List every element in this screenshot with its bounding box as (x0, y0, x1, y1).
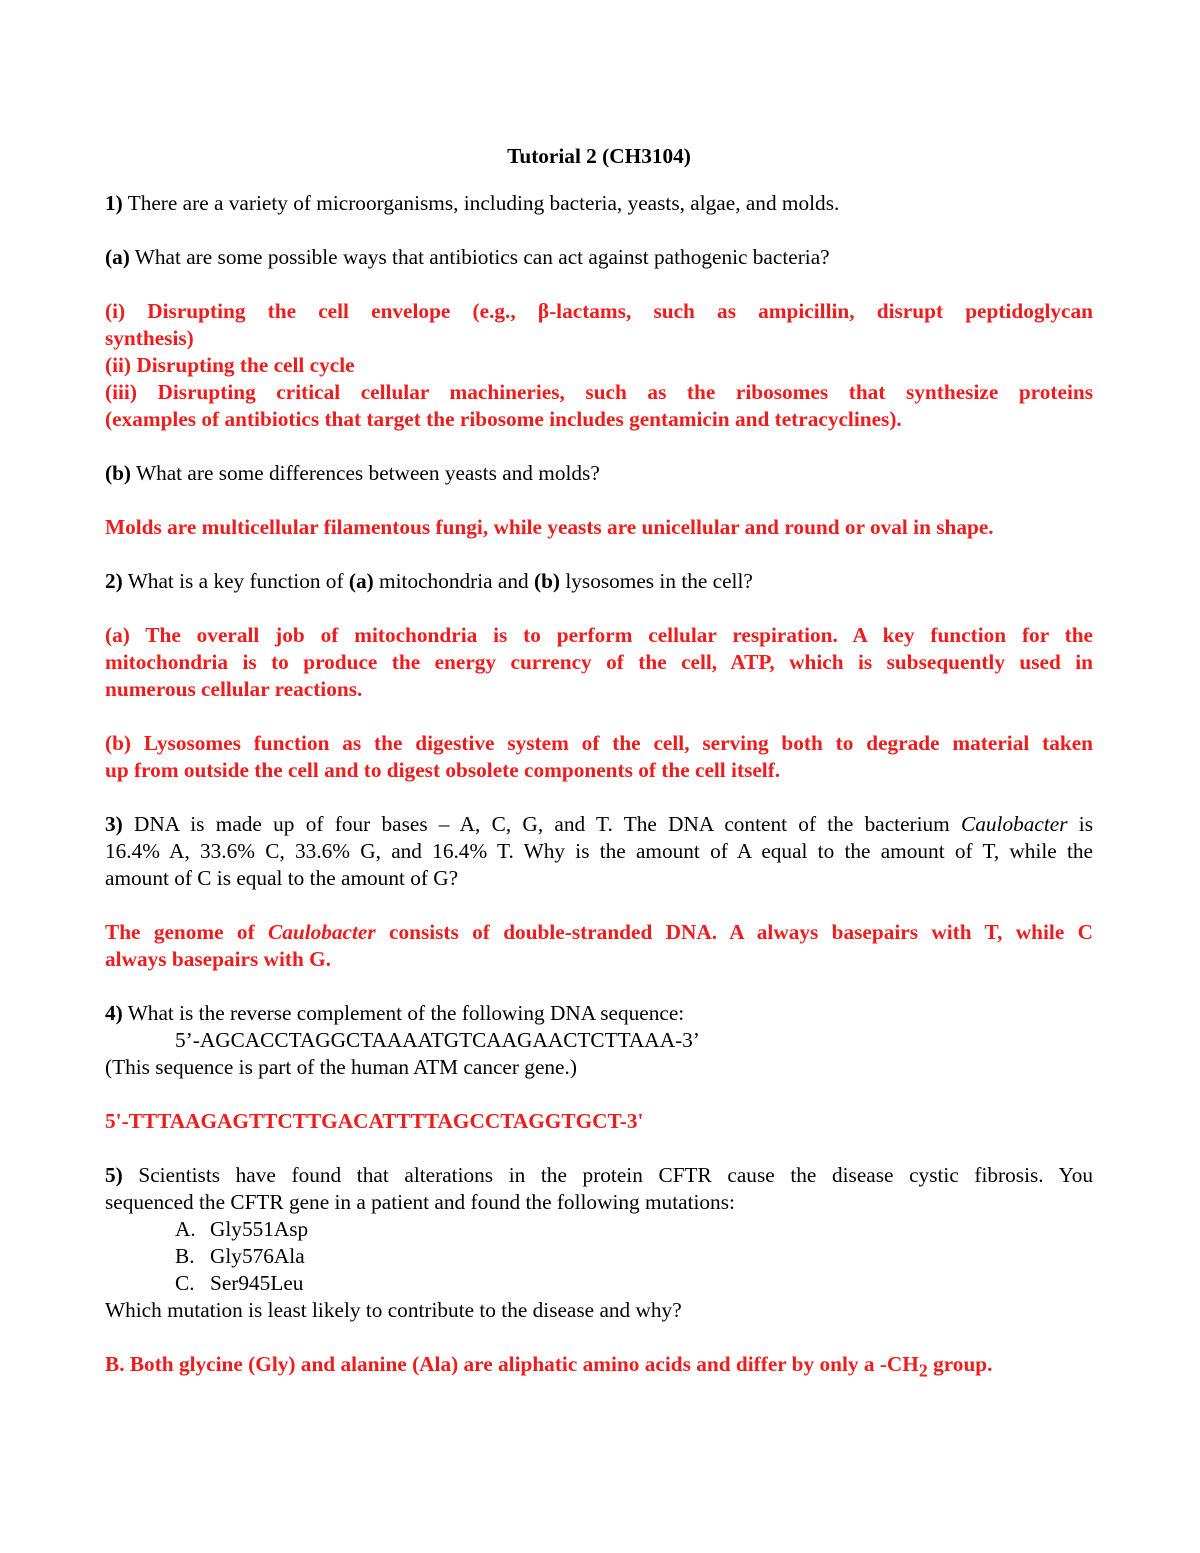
question-number: 5) (105, 1163, 123, 1187)
answer-4: 5'-TTTAAGAGTTCTTGACATTTTAGCCTAGGTGCT-3' (105, 1109, 644, 1133)
question-text: What are some differences between yeasts and molds? (131, 461, 600, 485)
question-text: mitochondria and (373, 569, 534, 593)
answer-text: group. (927, 1352, 993, 1376)
question-3-line1 (105, 811, 1093, 838)
question-text: lysosomes in the cell? (560, 569, 753, 593)
answer-text: consists of double-stranded DNA. A always basepairs with T, while C (375, 920, 1093, 944)
mutation-option: Gly551Asp (210, 1217, 309, 1241)
question-1b (105, 460, 1093, 487)
question-text: What is the reverse complement of the following DNA sequence: (122, 1001, 685, 1025)
question-text: DNA is made up of four bases – A, C, G, and T. The DNA content of the bacterium (122, 812, 962, 836)
answer-2a-line1: (a) The overall job of mitochondria is to perform cellular respiration. A key function for the (105, 623, 1093, 647)
document-page (105, 143, 1093, 1384)
answer-2b-line2: up from outside the cell and to digest obsolete components of the cell itself. (105, 758, 781, 782)
question-5-line1 (105, 1162, 1093, 1189)
question-4-note: (This sequence is part of the human ATM cancer gene.) (105, 1055, 577, 1079)
organism-name: Caulobacter (268, 920, 376, 944)
question-number: 4) (105, 1001, 123, 1025)
subscript: 2 (918, 1360, 928, 1381)
answer-1a-i-line1: (i) Disrupting the cell envelope (e.g., β-lactams, such as ampicillin, disrupt peptidoglycan (105, 299, 1093, 323)
question-3-line2: 16.4% A, 33.6% C, 33.6% G, and 16.4% T. Why is the amount of A equal to the amount of T, while the (105, 839, 1093, 863)
question-text: What is a key function of (122, 569, 349, 593)
mutation-option: Ser945Leu (210, 1271, 304, 1295)
answer-text: The genome of (105, 920, 268, 944)
question-3-line3: amount of C is equal to the amount of G? (105, 866, 459, 890)
part-label: (a) (105, 245, 130, 269)
mutation-option: Gly576Ala (210, 1244, 305, 1268)
answer-3-line1 (105, 919, 1093, 946)
answer-5 (105, 1351, 1093, 1384)
answer-text: B. Both glycine (Gly) and alanine (Ala) are aliphatic amino acids and differ by only a -CH (105, 1352, 919, 1376)
question-text: What are some possible ways that antibiotics can act against pathogenic bacteria? (129, 245, 830, 269)
answer-2a-line3: numerous cellular reactions. (105, 677, 363, 701)
question-text: Scientists have found that alterations in the protein CFTR cause the disease cystic fibrosis. You (122, 1163, 1093, 1187)
question-5-line2: sequenced the CFTR gene in a patient and found the following mutations: (105, 1190, 735, 1214)
question-text: There are a variety of microorganisms, including bacteria, yeasts, algae, and molds. (122, 191, 840, 215)
dna-sequence: 5’-AGCACCTAGGCTAAAATGTCAAGAACTCTTAAA-3’ (175, 1028, 700, 1052)
page-title: Tutorial 2 (CH3104) (507, 144, 691, 168)
answer-3-line2: always basepairs with G. (105, 947, 332, 971)
question-number: 2) (105, 569, 123, 593)
list-item (105, 1243, 1093, 1270)
organism-name: Caulobacter (961, 812, 1068, 836)
question-4 (105, 1000, 1093, 1027)
question-number: 1) (105, 191, 123, 215)
list-item (105, 1216, 1093, 1243)
list-marker: A. (175, 1217, 196, 1241)
question-number: 3) (105, 812, 123, 836)
part-label: (b) (105, 461, 132, 485)
answer-1a-iii-line2: (examples of antibiotics that target the ribosome includes gentamicin and tetracyclines). (105, 407, 902, 431)
answer-1a-i-line2: synthesis) (105, 326, 194, 350)
answer-2a-line2: mitochondria is to produce the energy currency of the cell, ATP, which is subsequently used in (105, 650, 1093, 674)
question-1 (105, 190, 1093, 217)
list-marker: B. (175, 1244, 195, 1268)
question-5-prompt: Which mutation is least likely to contribute to the disease and why? (105, 1298, 682, 1322)
question-text: is (1067, 812, 1093, 836)
answer-1a-ii: (ii) Disrupting the cell cycle (105, 353, 355, 377)
part-label: (b) (534, 569, 561, 593)
list-item (105, 1270, 1093, 1297)
question-2 (105, 568, 1093, 595)
list-marker: C. (175, 1271, 195, 1295)
question-1a (105, 244, 1093, 271)
answer-1b: Molds are multicellular filamentous fungi, while yeasts are unicellular and round or oval in shape. (105, 515, 994, 539)
answer-1a-iii-line1: (iii) Disrupting critical cellular machineries, such as the ribosomes that synthesize proteins (105, 380, 1093, 404)
part-label: (a) (348, 569, 374, 593)
answer-2b-line1: (b) Lysosomes function as the digestive system of the cell, serving both to degrade material taken (105, 731, 1093, 755)
